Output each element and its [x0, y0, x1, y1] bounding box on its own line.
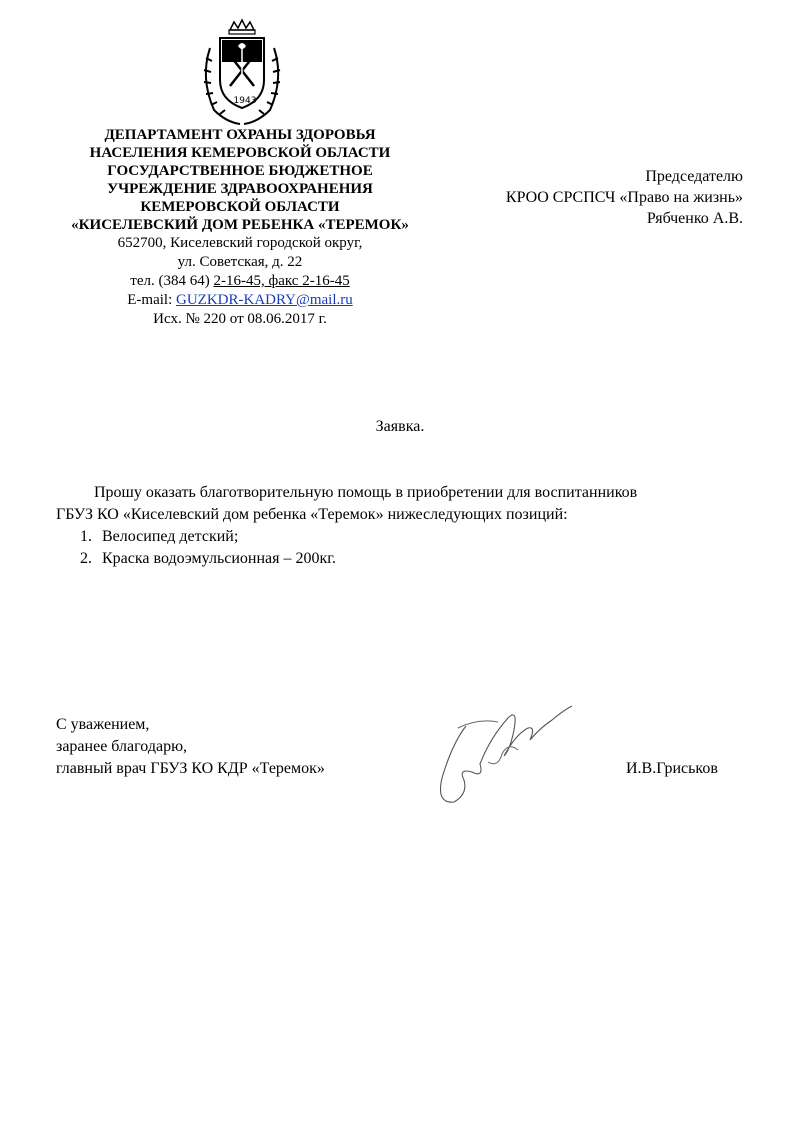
- email-label: E-mail:: [127, 292, 177, 308]
- body-line-1: Прошу оказать благотворительную помощь в приобретении для воспитанников: [94, 484, 638, 501]
- recipient-block: [420, 166, 743, 229]
- org-line-6: «КИСЕЛЕВСКИЙ ДОМ РЕБЕНКА «ТЕРЕМОК»: [71, 217, 409, 233]
- list-item-text: Краска водоэмульсионная – 200кг.: [102, 550, 337, 567]
- email-link[interactable]: GUZKDR-KADRY@mail.ru: [176, 292, 353, 308]
- list-item-number: 2.: [80, 550, 92, 567]
- org-line-3: ГОСУДАРСТВЕННОЕ БЮДЖЕТНОЕ: [107, 163, 373, 179]
- list-item: [56, 526, 756, 548]
- coat-of-arms-emblem: [192, 18, 292, 130]
- address-line-2: ул. Советская, д. 22: [177, 254, 303, 270]
- outgoing-number: Исх. № 220 от 08.06.2017 г.: [153, 311, 327, 327]
- document-title: Заявка.: [375, 418, 425, 435]
- email-line: [40, 291, 440, 310]
- closing-block: [56, 714, 456, 780]
- sender-block: [40, 126, 440, 329]
- org-line-2: НАСЕЛЕНИЯ КЕМЕРОВСКОЙ ОБЛАСТИ: [89, 145, 391, 161]
- fax-number: 2-16-45: [302, 273, 350, 289]
- handwritten-signature: [428, 698, 578, 828]
- list-item-text: Велосипед детский;: [102, 528, 239, 545]
- body-text: [56, 482, 756, 570]
- org-line-1: ДЕПАРТАМЕНТ ОХРАНЫ ЗДОРОВЬЯ: [104, 127, 376, 143]
- org-line-4: УЧРЕЖДЕНИЕ ЗДРАВООХРАНЕНИЯ: [107, 181, 373, 197]
- recipient-line-2: КРОО СРСПСЧ «Право на жизнь»: [505, 189, 743, 206]
- phone-label: тел. (384 64): [130, 273, 214, 289]
- closing-line-1: С уважением,: [56, 716, 150, 733]
- recipient-line-3: Рябченко А.В.: [646, 210, 743, 227]
- recipient-line-1: Председателю: [645, 168, 743, 185]
- signer-name: И.В.Гриськов: [626, 760, 718, 777]
- body-line-2: ГБУЗ КО «Киселевский дом ребенка «Теремок» нижеследующих позиций:: [56, 506, 568, 523]
- org-line-5: КЕМЕРОВСКОЙ ОБЛАСТИ: [140, 199, 340, 215]
- closing-line-2: заранее благодарю,: [56, 738, 188, 755]
- phone-number: 2-16-45,: [213, 273, 269, 289]
- address-line-1: 652700, Киселевский городской округ,: [117, 235, 363, 251]
- contact-phone-line: [40, 272, 440, 291]
- emblem-year: 1943: [233, 96, 257, 106]
- list-item: [56, 548, 756, 570]
- list-item-number: 1.: [80, 528, 92, 545]
- fax-label: факс: [268, 273, 303, 289]
- closing-line-3: главный врач ГБУЗ КО КДР «Теремок»: [56, 760, 325, 777]
